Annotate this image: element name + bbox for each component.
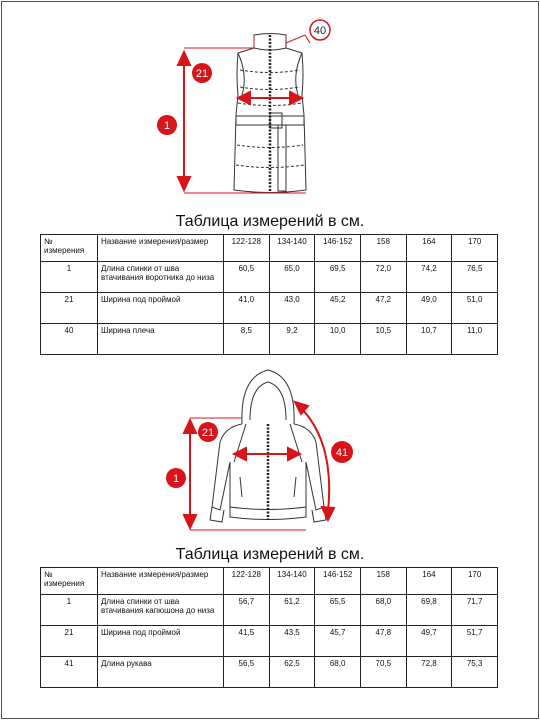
value-cell: 65,5 <box>315 595 361 626</box>
header-cell: 170 <box>452 568 498 595</box>
measurement-table-2 <box>40 567 498 688</box>
value-cell: 68,0 <box>315 657 361 688</box>
value-cell: 45,2 <box>315 293 361 324</box>
value-cell: 41,5 <box>224 626 270 657</box>
value-cell: 9,2 <box>269 324 315 355</box>
header-cell: 158 <box>360 235 406 262</box>
header-cell: 164 <box>406 568 452 595</box>
header-cell: Название измерения/размер <box>98 235 224 262</box>
table-row <box>41 293 498 324</box>
value-cell: 47,8 <box>360 626 406 657</box>
svg-text:1: 1 <box>172 473 180 485</box>
table-row <box>41 262 498 293</box>
value-cell: 51,0 <box>452 293 498 324</box>
vest-marker-21 <box>192 63 212 83</box>
value-cell: 43,0 <box>269 293 315 324</box>
row-number: 21 <box>41 626 98 657</box>
value-cell: 70,5 <box>360 657 406 688</box>
header-cell: 134-140 <box>269 235 315 262</box>
value-cell: 11,0 <box>452 324 498 355</box>
vest-drawing <box>150 15 360 200</box>
header-cell: 158 <box>360 568 406 595</box>
value-cell: 65,0 <box>269 262 315 293</box>
table-row <box>41 324 498 355</box>
svg-text:1: 1 <box>163 120 171 132</box>
value-cell: 56,7 <box>224 595 270 626</box>
value-cell: 75,3 <box>452 657 498 688</box>
row-name: Ширина под проймой <box>98 626 224 657</box>
jacket-marker-21 <box>198 422 218 442</box>
table-row <box>41 657 498 688</box>
value-cell: 76,5 <box>452 262 498 293</box>
value-cell: 69,8 <box>406 595 452 626</box>
svg-text:21: 21 <box>201 427 215 439</box>
table-row <box>41 595 498 626</box>
svg-text:40: 40 <box>313 25 327 37</box>
value-cell: 71,7 <box>452 595 498 626</box>
value-cell: 62,5 <box>269 657 315 688</box>
vest-marker-40 <box>310 20 330 40</box>
measurement-table-1 <box>40 234 498 355</box>
header-cell: Название измерения/размер <box>98 568 224 595</box>
jacket-marker-1 <box>166 468 186 488</box>
row-number: 40 <box>41 324 98 355</box>
header-cell: 146-152 <box>315 235 361 262</box>
header-cell: № измерения <box>41 235 98 262</box>
row-number: 21 <box>41 293 98 324</box>
jacket-drawing <box>160 362 380 537</box>
row-number: 1 <box>41 262 98 293</box>
row-name: Длина рукава <box>98 657 224 688</box>
vest-marker-1 <box>157 115 177 135</box>
value-cell: 49,7 <box>406 626 452 657</box>
value-cell: 72,8 <box>406 657 452 688</box>
value-cell: 10,5 <box>360 324 406 355</box>
value-cell: 45,7 <box>315 626 361 657</box>
header-cell: 146-152 <box>315 568 361 595</box>
row-name: Длина спинки от шва втачивания воротника до низа <box>98 262 224 293</box>
row-number: 1 <box>41 595 98 626</box>
value-cell: 49,0 <box>406 293 452 324</box>
value-cell: 43,5 <box>269 626 315 657</box>
jacket-measurement-diagram <box>160 362 380 537</box>
svg-text:41: 41 <box>335 447 349 459</box>
table-header-row <box>41 568 498 595</box>
row-name: Ширина под проймой <box>98 293 224 324</box>
value-cell: 72,0 <box>360 262 406 293</box>
jacket-marker-41 <box>331 441 353 463</box>
value-cell: 56,5 <box>224 657 270 688</box>
table-2-title: Таблица измерений в см. <box>175 546 365 563</box>
svg-text:21: 21 <box>195 68 209 80</box>
row-name: Ширина плеча <box>98 324 224 355</box>
vest-measurement-diagram <box>150 15 360 200</box>
header-cell: 170 <box>452 235 498 262</box>
value-cell: 69,5 <box>315 262 361 293</box>
value-cell: 51,7 <box>452 626 498 657</box>
header-cell: 122-128 <box>224 235 270 262</box>
value-cell: 10,7 <box>406 324 452 355</box>
value-cell: 41,0 <box>224 293 270 324</box>
value-cell: 68,0 <box>360 595 406 626</box>
table-row <box>41 626 498 657</box>
value-cell: 61,2 <box>269 595 315 626</box>
row-name: Длина спинки от шва втачивания капюшона до низа <box>98 595 224 626</box>
table-1-title: Таблица измерений в см. <box>175 213 365 230</box>
header-cell: № измерения <box>41 568 98 595</box>
row-number: 41 <box>41 657 98 688</box>
header-cell: 134-140 <box>269 568 315 595</box>
table-header-row <box>41 235 498 262</box>
value-cell: 47,2 <box>360 293 406 324</box>
value-cell: 60,5 <box>224 262 270 293</box>
value-cell: 74,2 <box>406 262 452 293</box>
value-cell: 8,5 <box>224 324 270 355</box>
value-cell: 10,0 <box>315 324 361 355</box>
header-cell: 164 <box>406 235 452 262</box>
header-cell: 122-128 <box>224 568 270 595</box>
